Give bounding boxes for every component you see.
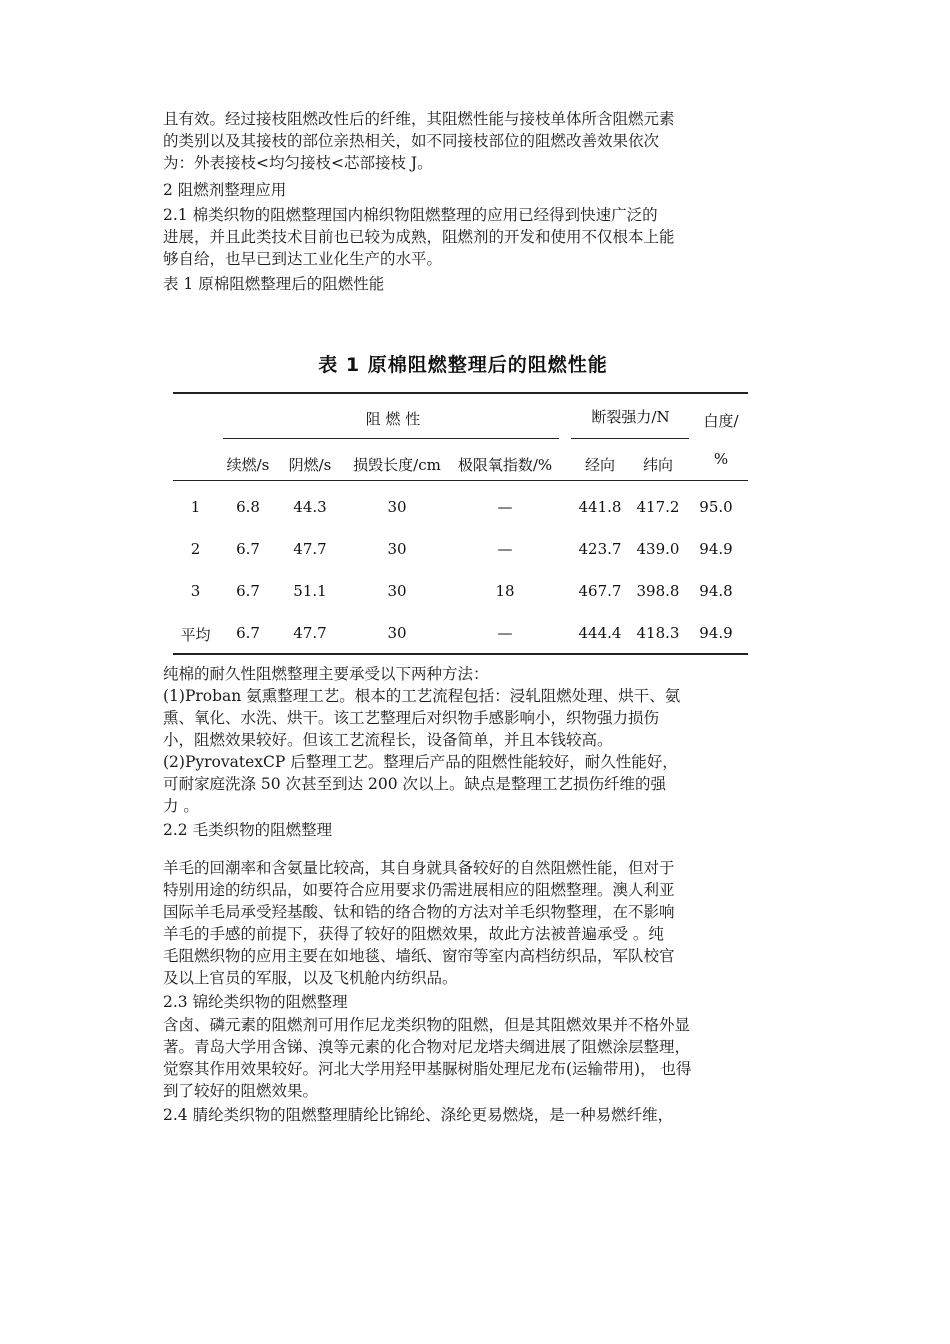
section-2-3-paragraph bbox=[163, 1014, 803, 1102]
table-cell: 47.7 bbox=[293, 624, 327, 642]
section-2-2-paragraph bbox=[163, 857, 803, 989]
text-line: 力 。 bbox=[163, 797, 199, 815]
table-cell: 3 bbox=[190, 582, 201, 600]
header-strength-group: 断裂强力/N bbox=[591, 408, 670, 426]
section-heading-2-3: 2.3 锦纶类织物的阻燃整理 bbox=[163, 993, 348, 1011]
table-cell: 441.8 bbox=[578, 498, 622, 516]
table-cell: 1 bbox=[190, 498, 201, 516]
table-cell: 18 bbox=[495, 582, 515, 600]
table-header-rule bbox=[173, 480, 748, 481]
section-2-4-paragraph bbox=[163, 1104, 803, 1126]
text-line: 国际羊毛局承受羟基酸、钛和锆的络合物的方法对羊毛织物整理，在不影响 bbox=[163, 903, 675, 921]
text-line: 及以上官员的军服，以及飞机舱内纺织品。 bbox=[163, 969, 458, 987]
text-line: 觉察其作用效果较好。河北大学用羟甲基脲树脂处理尼龙布(运输带用)， 也得 bbox=[163, 1060, 692, 1078]
header-loi: 极限氧指数/% bbox=[457, 456, 553, 474]
header-whiteness-unit: % bbox=[713, 450, 729, 468]
table-cell: 467.7 bbox=[578, 582, 622, 600]
intro-paragraph bbox=[163, 108, 803, 174]
header-weft: 纬向 bbox=[642, 456, 673, 474]
section-2-1-paragraph bbox=[163, 204, 803, 270]
table-cell: — bbox=[497, 540, 513, 558]
text-line: 可耐家庭洗涤 50 次甚至到达 200 次以上。缺点是整理工艺损伤纤维的强 bbox=[163, 775, 667, 793]
text-line: 毛阻燃织物的应用主要在如地毯、墙纸、窗帘等室内高档纺织品，军队校官 bbox=[163, 947, 675, 965]
table-cell: 30 bbox=[387, 498, 407, 516]
header-warp: 经向 bbox=[584, 456, 615, 474]
table-cell: 418.3 bbox=[636, 624, 680, 642]
text-line: 进展，并且此类技术目前也已较为成熟，阻燃剂的开发和使用不仅根本上能 bbox=[163, 228, 675, 246]
table-cell: 47.7 bbox=[293, 540, 327, 558]
table-cell: — bbox=[497, 624, 513, 642]
table-bottom-rule bbox=[173, 653, 748, 655]
table-cell: 30 bbox=[387, 540, 407, 558]
text-line: 到了较好的阻燃效果。 bbox=[163, 1082, 319, 1100]
table-group-rule-strength bbox=[571, 438, 689, 439]
text-line: 够自给，也早已到达工业化生产的水平。 bbox=[163, 250, 443, 268]
table-cell: 30 bbox=[387, 582, 407, 600]
header-afterflame: 续燃/s bbox=[226, 456, 270, 474]
table-caption: 表 1 原棉阻燃整理后的阻燃性能 bbox=[163, 275, 385, 293]
table-top-rule bbox=[173, 392, 748, 394]
text-line: 为：外表接枝<均匀接枝<芯部接枝 J。 bbox=[163, 154, 433, 172]
table-cell: 平均 bbox=[180, 626, 211, 644]
table-title: 表 1 原棉阻燃整理后的阻燃性能 bbox=[318, 354, 608, 376]
table-cell: 44.3 bbox=[293, 498, 327, 516]
table-cell: 444.4 bbox=[578, 624, 622, 642]
table-cell: 95.0 bbox=[699, 498, 733, 516]
table-group-rule-flame bbox=[223, 438, 559, 439]
text-line: 著。青岛大学用含锑、溴等元素的化合物对尼龙塔夫绸进展了阻燃涂层整理， bbox=[163, 1038, 691, 1056]
text-line: 含卤、磷元素的阻燃剂可用作尼龙类织物的阻燃，但是其阻燃效果并不格外显 bbox=[163, 1016, 691, 1034]
table-cell: 423.7 bbox=[578, 540, 622, 558]
table-cell: 417.2 bbox=[636, 498, 680, 516]
table-cell: 6.7 bbox=[236, 540, 260, 558]
text-line: 羊毛的手感的前提下，获得了较好的阻燃效果，故此方法被普遍承受 。纯 bbox=[163, 925, 664, 943]
table-cell: 94.8 bbox=[699, 582, 733, 600]
text-line: 熏、氧化、水洗、烘干。该工艺整理后对织物手感影响小，织物强力损伤 bbox=[163, 709, 660, 727]
data-table bbox=[163, 340, 763, 662]
table-cell: 94.9 bbox=[699, 540, 733, 558]
header-flame-group: 阻 燃 性 bbox=[365, 410, 421, 428]
table-cell: 30 bbox=[387, 624, 407, 642]
text-line: 特别用途的纺织品，如要符合应用要求仍需进展相应的阻燃整理。澳人利亚 bbox=[163, 881, 675, 899]
text-line: 2.1 棉类织物的阻燃整理国内棉织物阻燃整理的应用已经得到快速广泛的 bbox=[163, 206, 658, 224]
table-cell: 2 bbox=[190, 540, 201, 558]
text-line: 且有效。经过接枝阻燃改性后的纤维，其阻燃性能与接枝单体所含阻燃元素 bbox=[163, 110, 675, 128]
header-whiteness: 白度/ bbox=[703, 412, 739, 430]
table-cell: 6.7 bbox=[236, 624, 260, 642]
text-line: 2.4 腈纶类织物的阻燃整理腈纶比锦纶、涤纶更易燃烧，是一种易燃纤维， bbox=[163, 1106, 674, 1124]
text-line: 羊毛的回潮率和含氨量比较高，其自身就具备较好的自然阻燃性能，但对于 bbox=[163, 859, 675, 877]
section-heading-2-2: 2.2 毛类织物的阻燃整理 bbox=[163, 821, 333, 839]
table-cell: 94.9 bbox=[699, 624, 733, 642]
text-line: (1)Proban 氨熏整理工艺。根本的工艺流程包括：浸轧阻燃处理、烘干、氨 bbox=[163, 687, 681, 705]
table-cell: 6.8 bbox=[236, 498, 260, 516]
header-afterglow: 阴燃/s bbox=[288, 456, 332, 474]
table-cell: 439.0 bbox=[636, 540, 680, 558]
text-line: (2)PyrovatexCP 后整理工艺。整理后产品的阻燃性能较好，耐久性能好， bbox=[163, 753, 678, 771]
methods-paragraph bbox=[163, 663, 803, 817]
header-char-length: 损毁长度/cm bbox=[353, 456, 441, 474]
text-line: 小，阻燃效果较好。但该工艺流程长，设备简单，并且本钱较高。 bbox=[163, 731, 613, 749]
text-line: 纯棉的耐久性阻燃整理主要承受以下两种方法： bbox=[163, 665, 489, 683]
table-cell: 398.8 bbox=[636, 582, 680, 600]
text-line: 的类别以及其接枝的部位亲热相关，如不同接枝部位的阻燃改善效果依次 bbox=[163, 132, 660, 150]
table-cell: — bbox=[497, 498, 513, 516]
section-heading-2: 2 阻燃剂整理应用 bbox=[163, 181, 287, 199]
table-cell: 6.7 bbox=[236, 582, 260, 600]
table-cell: 51.1 bbox=[293, 582, 327, 600]
